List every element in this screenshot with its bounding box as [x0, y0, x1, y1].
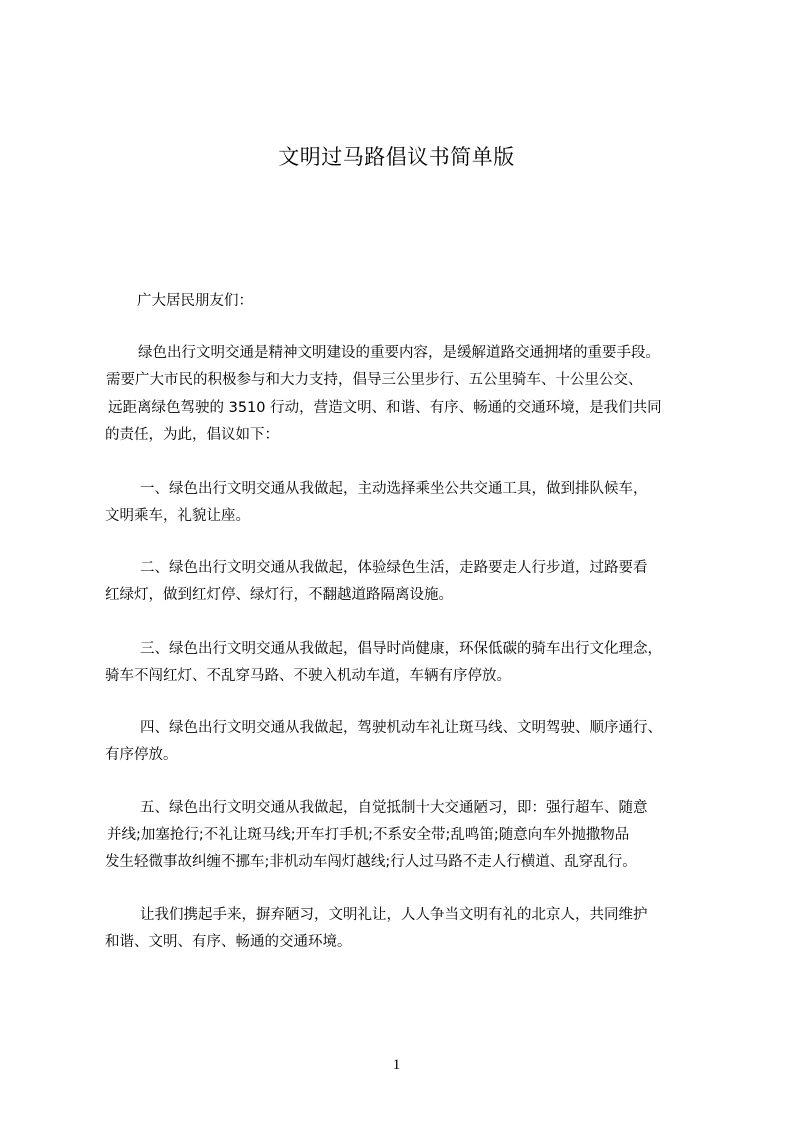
item-5-line-1: 五、绿色出行文明交通从我做起，自觉抵制十大交通陋习，即：强行超车、随意	[140, 800, 648, 816]
item-3-line-2: 骑车不闯红灯、不乱穿马路、不驶入机动车道，车辆有序停放。	[105, 668, 511, 684]
intro-line-4: 的责任，为此，倡议如下：	[105, 427, 279, 443]
item-1-line-2: 文明乘车，礼貌让座。	[105, 508, 250, 524]
item-5-line-2: 并线;加塞抢行;不礼让斑马线;开车打手机;不系安全带;乱鸣笛;随意向车外抛撒物品	[107, 827, 630, 843]
item-1-line-1: 一、绿色出行文明交通从我做起，主动选择乘坐公共交通工具，做到排队候车，	[140, 481, 648, 497]
item-5-line-3: 发生轻微事故纠缠不挪车;非机动车闯灯越线;行人过马路不走人行横道、乱穿乱行。	[105, 854, 637, 870]
intro-line-2: 需要广大市民的积极参与和大力支持，倡导三公里步行、五公里骑车、十公里公交、	[106, 372, 643, 388]
item-2-line-2: 红绿灯，做到红灯停、绿灯行，不翻越道路隔离设施。	[105, 587, 453, 603]
page-number: 1	[392, 1057, 401, 1073]
closing-line-1: 让我们携起手来，摒弃陋习，文明礼让，人人争当文明有礼的北京人，共同维护	[140, 907, 648, 923]
item-3-line-1: 三、绿色出行文明交通从我做起，倡导时尚健康，环保低碳的骑车出行文化理念，	[140, 641, 662, 657]
item-4-line-2: 有序停放。	[105, 747, 178, 763]
item-4-line-1: 四、绿色出行文明交通从我做起，驾驶机动车礼让斑马线、文明驾驶、顺序通行、	[140, 720, 662, 736]
closing-line-2: 和谐、文明、有序、畅通的交通环境。	[105, 934, 352, 950]
document-title: 文明过马路倡议书简单版	[278, 145, 515, 169]
intro-line-3: 远距离绿色驾驶的 3510 行动，营造文明、和谐、有序、畅通的交通环境，是我们共同	[108, 400, 662, 416]
intro-line-1: 绿色出行文明交通是精神文明建设的重要内容，是缓解道路交通拥堵的重要手段。	[138, 345, 660, 361]
salutation: 广大居民朋友们：	[137, 293, 253, 309]
item-2-line-1: 二、绿色出行文明交通从我做起，体验绿色生活，走路要走人行步道，过路要看	[140, 560, 648, 576]
